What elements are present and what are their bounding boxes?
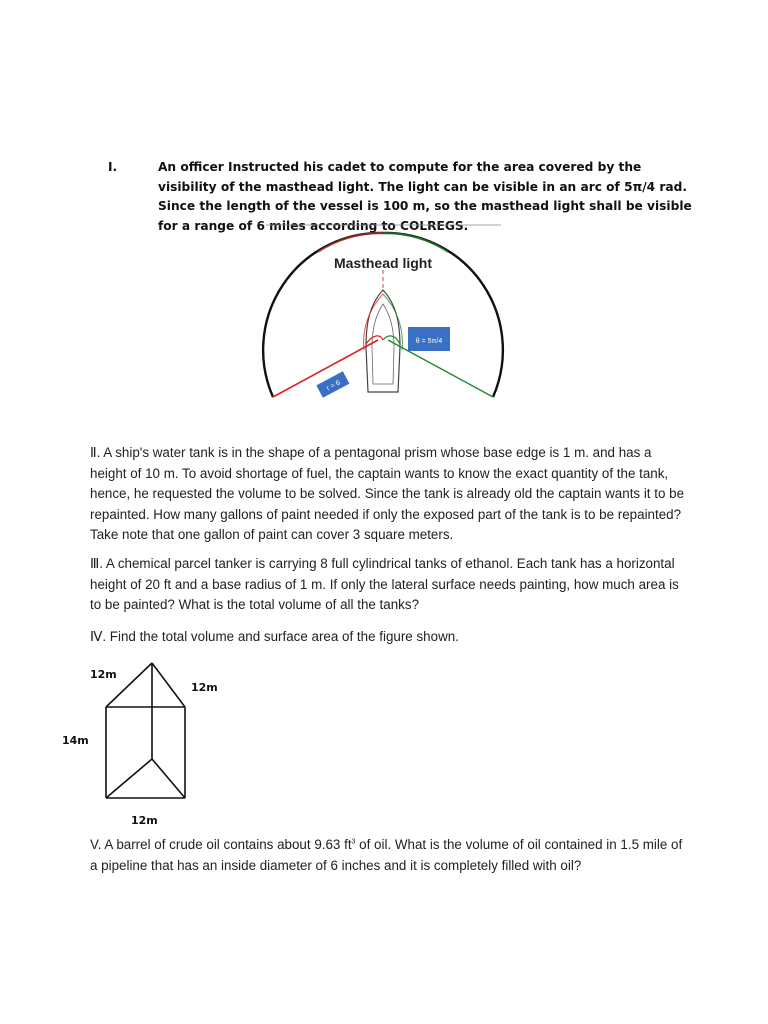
bottom-left-edge xyxy=(106,759,152,798)
bottom-right-edge xyxy=(152,759,185,798)
masthead-light-figure xyxy=(258,222,508,407)
radius-label-group xyxy=(316,371,349,397)
problem-5-superscript: 3 xyxy=(351,838,356,846)
problem-1-text: An officer Instructed his cadet to compute for the area covered by the visibility of the masthead light. The light can be visible in an arc of 5π/4 rad. Since the length of the vessel is 100 m, so the masthead light shall be visible for a range of 6 miles according to COLREGS. xyxy=(158,160,692,233)
top-right-edge xyxy=(152,663,185,707)
prism-height-label: 14m xyxy=(62,734,89,747)
problem-3: Ⅲ. A chemical parcel tanker is carrying 8 full cylindrical tanks of ethanol. Each tank has a horizontal height of 20 ft and a base radius of 1 m. If only the lateral surface needs painting, how much area is to be painted? What is the total volume of all the tanks? xyxy=(90,556,679,612)
problem-5-text-after: of oil. What is the volume of oil contained in 1.5 mile of a pipeline that has an inside diameter of 6 inches and it is completely filled with oil? xyxy=(90,837,683,873)
ship-hull xyxy=(366,290,400,392)
prism-top-right-label: 12m xyxy=(191,681,218,694)
radius-label: r = 6 xyxy=(325,379,342,393)
problem-5 xyxy=(90,835,690,876)
theta-label: θ = 5π/4 xyxy=(415,338,443,345)
problem-1-number: I. xyxy=(108,160,118,174)
prism-top-left-label: 12m xyxy=(90,668,117,681)
masthead-title: Masthead light xyxy=(333,255,433,271)
problem-5-text-before: V. A barrel of crude oil contains about 9.63 ft xyxy=(90,837,352,852)
prism-bottom-label: 12m xyxy=(131,814,158,827)
problem-2: Ⅱ. A ship's water tank is in the shape of a pentagonal prism whose base edge is 1 m. and has a height of 10 m. To avoid shortage of fuel, the captain wants to know the exact quantity of the tank, hence, he requested the volume to be solved. Since the tank is already old the captain wants it to be repainted. How many gallons of paint needed if only the exposed part of the tank is to be repainted? Take note that one gallon of paint can cover 3 square meters. xyxy=(90,445,685,542)
problem-4: Ⅳ. Find the total volume and surface area of the figure shown. xyxy=(90,629,459,644)
